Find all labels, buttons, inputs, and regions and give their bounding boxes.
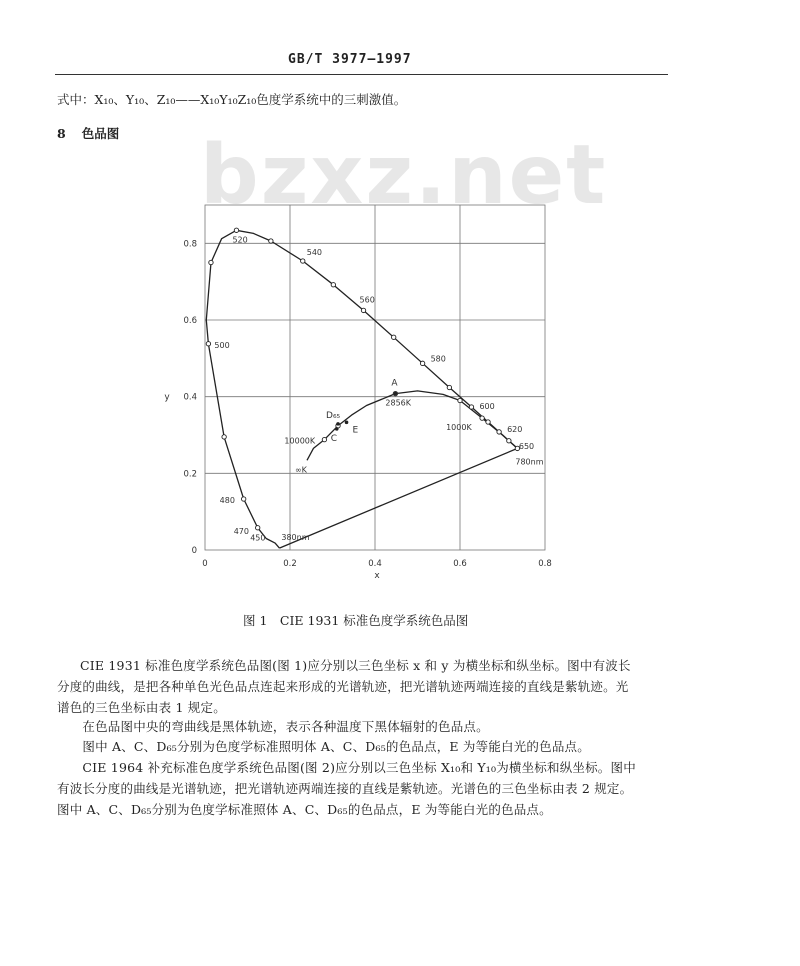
spectral-marker [206, 342, 210, 346]
section-number: 8 [57, 126, 66, 141]
wavelength-label: 620 [507, 424, 523, 434]
spectral-marker [469, 405, 473, 409]
paragraph-line-8: 图中 A、C、D₆₅分别为色度学标准照体 A、C、D₆₅的色品点，E 为等能白光的色品点。 [57, 802, 552, 817]
white-point-label: D₆₅ [326, 410, 341, 421]
spectral-marker [256, 526, 260, 530]
section-heading [57, 124, 135, 142]
white-point-label: A [391, 378, 398, 389]
wavelength-label: 600 [479, 402, 495, 412]
wavelength-label: 540 [306, 247, 323, 257]
white-point-label: C [330, 433, 338, 444]
x-tick-label: 0.6 [453, 559, 467, 569]
paragraph-line-5: 图中 A、C、D₆₅分别为色度学标准照明体 A、C、D₆₅的色品点，E 为等能白光的色品点。 [57, 739, 590, 754]
wavelength-label: 650 [518, 441, 535, 451]
wavelength-label: 520 [232, 235, 248, 245]
spectral-locus [206, 230, 517, 548]
temperature-label: 2856K [385, 398, 412, 408]
planckian-marker [458, 398, 462, 402]
wavelength-label: 580 [430, 354, 446, 364]
y-tick-label: 0.6 [183, 316, 197, 326]
white-point-marker [345, 421, 349, 425]
x-tick-label: 0.2 [283, 559, 297, 569]
wavelength-label: 560 [359, 295, 375, 305]
white-point-marker [336, 422, 340, 426]
paragraph-line-1: CIE 1931 标准色度学系统色品图(图 1)应分别以三色坐标 x 和 y 为横坐标和纵坐标。图中有波长 [80, 658, 631, 673]
header-rule [55, 74, 668, 75]
paragraph-line-7: 有波长分度的曲线是光谱轨迹，把光谱轨迹两端连接的直线是紫轨迹。光谱色的三色坐标由表 2 规定。 [57, 781, 633, 796]
wavelength-label: 450 [250, 533, 266, 543]
standard-code: GB/T 3977—1997 [288, 52, 412, 67]
spectral-marker [234, 228, 238, 232]
temperature-label: ∞K [295, 465, 307, 475]
spectral-marker [420, 361, 424, 365]
paragraph-line-4: 在色品图中央的弯曲线是黑体轨迹，表示各种温度下黑体辐射的色品点。 [57, 719, 489, 734]
wavelength-label: 500 [214, 340, 230, 350]
planckian-marker [322, 437, 326, 441]
spectral-marker [241, 497, 245, 501]
chromaticity-diagram [150, 195, 590, 595]
spectral-marker [497, 430, 501, 434]
y-tick-label: 0 [191, 546, 197, 556]
y-tick-label: 0.4 [183, 392, 197, 403]
paragraph-line-3: 谱色的三色坐标由表 1 规定。 [57, 700, 226, 715]
figure-caption: 图 1 CIE 1931 标准色度学系统色品图 [243, 613, 469, 628]
x-tick-label: 0.4 [368, 559, 382, 569]
paragraph-line-6: CIE 1964 补充标准色度学系统色品图(图 2)应分别以三色坐标 X₁₀和 Y₁₀为横坐标和纵坐标。图中 [57, 760, 636, 775]
wavelength-label: 470 [233, 526, 249, 536]
wavelength-label: 780nm [515, 457, 544, 467]
temperature-label: 1000K [446, 423, 472, 433]
x-axis-label: x [374, 571, 380, 581]
intro-line: 式中：X₁₀、Y₁₀、Z₁₀——X₁₀Y₁₀Z₁₀色度学系统中的三刺激值。 [57, 92, 407, 107]
spectral-marker [361, 308, 365, 312]
temperature-label: 10000K [284, 436, 316, 446]
planckian-marker [480, 416, 484, 420]
section-title: 色品图 [81, 126, 120, 141]
spectral-marker [507, 439, 511, 443]
spectral-marker [301, 259, 305, 263]
purple-line [279, 448, 517, 548]
spectral-marker [331, 283, 335, 287]
wavelength-label: 380nm [281, 533, 310, 543]
wavelength-label: 480 [219, 496, 235, 506]
y-tick-label: 0.8 [183, 239, 197, 250]
spectral-marker [269, 239, 273, 243]
watermark: bzxz.net [200, 128, 608, 223]
white-point-marker [394, 392, 398, 396]
y-tick-label: 0.2 [183, 469, 197, 480]
spectral-marker [447, 385, 451, 389]
spectral-marker [486, 420, 490, 424]
x-tick-label: 0 [202, 559, 208, 569]
paragraph-line-2: 分度的曲线，是把各种单色光色品点连起来形成的光谱轨迹，把光谱轨迹两端连接的直线是紫轨迹。光 [57, 679, 629, 694]
white-point-label: E [352, 425, 359, 436]
spectral-marker [392, 335, 396, 339]
y-axis-label: y [164, 392, 170, 403]
x-tick-label: 0.8 [538, 559, 552, 569]
white-point-marker [335, 427, 339, 431]
spectral-marker [222, 435, 226, 439]
spectral-marker [209, 260, 213, 264]
